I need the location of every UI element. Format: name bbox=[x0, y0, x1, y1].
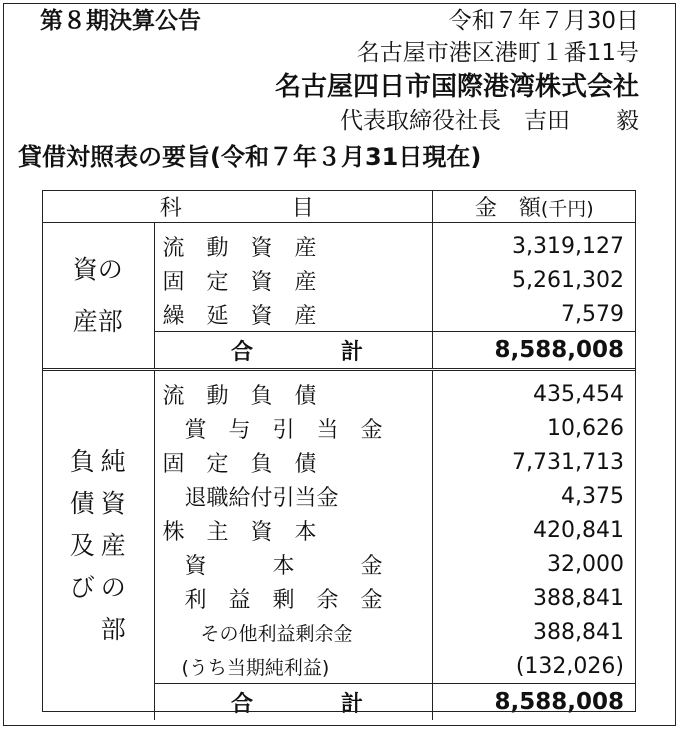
item-value: 3,319,127 bbox=[512, 233, 624, 259]
assets-section-label: 資の 産部 bbox=[42, 223, 154, 370]
item-value: 388,841 bbox=[533, 585, 624, 611]
total-label: 合 計 bbox=[154, 684, 432, 721]
company-address: 名古屋市港区港町１番11号 bbox=[356, 40, 639, 66]
total-value: 8,588,008 bbox=[432, 684, 636, 721]
item-label: (うち当期純利益) bbox=[154, 649, 432, 684]
report-title: 貸借対照表の要旨(令和７年３月31日現在) bbox=[18, 143, 482, 171]
table-row bbox=[42, 370, 636, 412]
item-value: 4,375 bbox=[561, 483, 624, 509]
item-label: 株 主 資 本 bbox=[154, 513, 432, 547]
item-label: 流 動 負 債 bbox=[154, 370, 432, 412]
item-value: 7,579 bbox=[561, 301, 624, 327]
company-name: 名古屋四日市国際港湾株式会社 bbox=[274, 72, 639, 102]
item-value: (132,026) bbox=[515, 653, 624, 679]
item-value: 10,626 bbox=[547, 415, 624, 441]
item-label: 退職給付引当金 bbox=[154, 479, 432, 513]
notice-date: 令和７年７月30日 bbox=[448, 8, 639, 34]
representative: 代表取締役社長 吉田 毅 bbox=[340, 108, 639, 134]
item-label: 賞 与 引 当 金 bbox=[154, 411, 432, 445]
item-label: 繰 延 資 産 bbox=[154, 297, 432, 332]
item-label: 固 定 資 産 bbox=[154, 263, 432, 297]
balance-sheet-table bbox=[42, 190, 636, 720]
item-value: 388,841 bbox=[533, 619, 624, 645]
notice-title: 第８期決算公告 bbox=[40, 8, 201, 34]
total-value: 8,588,008 bbox=[432, 332, 636, 370]
item-label: その他利益剰余金 bbox=[154, 615, 432, 649]
item-value: 435,454 bbox=[533, 381, 624, 407]
item-label: 利 益 剰 余 金 bbox=[154, 581, 432, 615]
total-label: 合 計 bbox=[154, 332, 432, 370]
table-header-row bbox=[42, 190, 636, 223]
item-value: 420,841 bbox=[533, 517, 624, 543]
liabilities-section-label: 負 債 及 び 純 資 産 の 部 bbox=[42, 370, 154, 721]
item-value: 32,000 bbox=[547, 551, 624, 577]
header-amount: 金 額(千円) bbox=[432, 190, 636, 223]
item-label: 資 本 金 bbox=[154, 547, 432, 581]
header-item: 科 目 bbox=[42, 190, 432, 223]
item-value: 5,261,302 bbox=[512, 267, 624, 293]
item-label: 固 定 負 債 bbox=[154, 445, 432, 479]
item-label: 流 動 資 産 bbox=[154, 223, 432, 264]
table-row bbox=[42, 223, 636, 264]
item-value: 7,731,713 bbox=[512, 449, 624, 475]
